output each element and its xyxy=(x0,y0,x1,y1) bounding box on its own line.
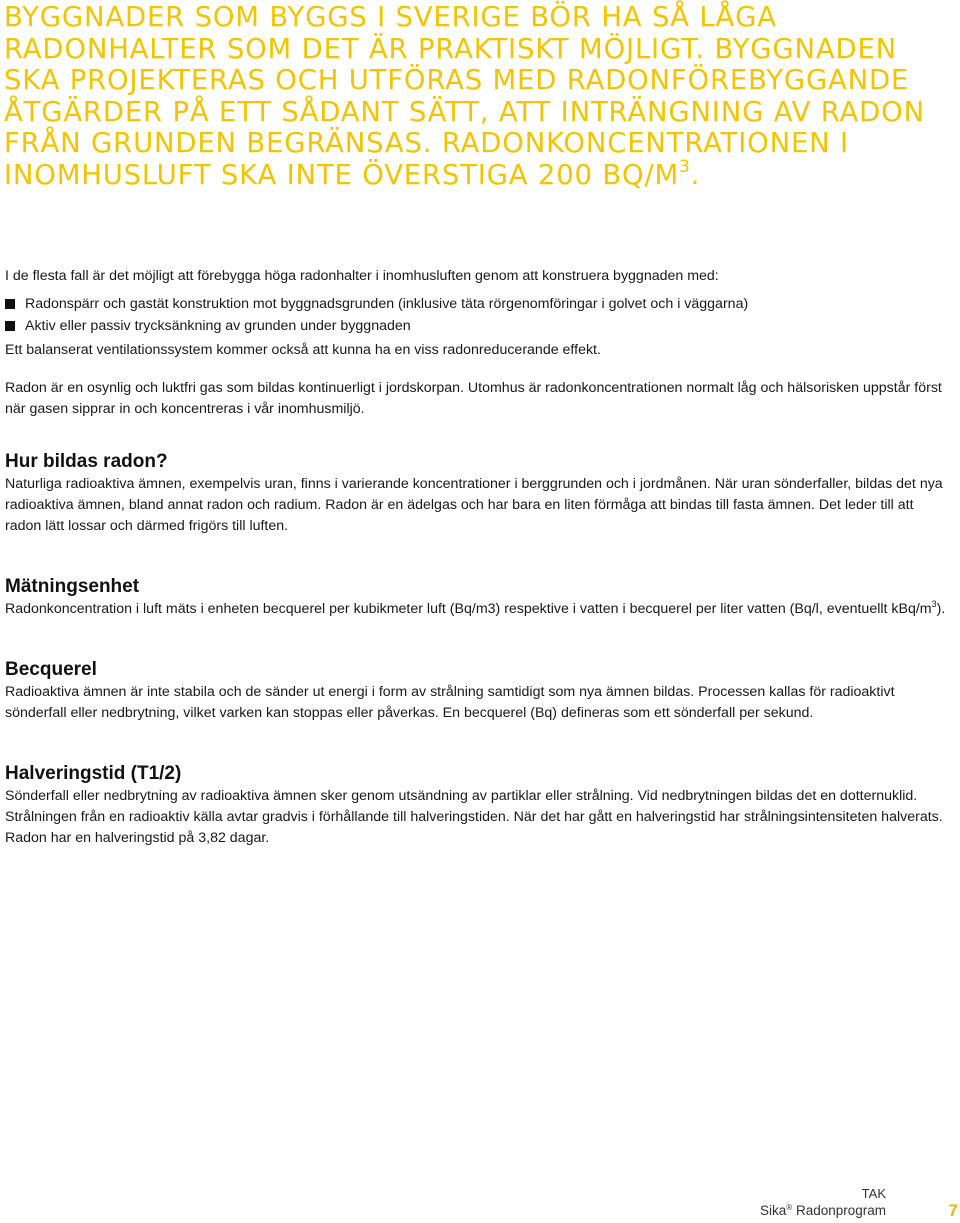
square-bullet-icon xyxy=(5,299,15,309)
list-item-text: Radonspärr och gastät konstruktion mot byggnadsgrunden (inklusive täta rörgenomföringar i golvet och i väggarna) xyxy=(25,296,749,312)
page-footer xyxy=(760,1186,886,1220)
section-text-halveringstid: Sönderfall eller nedbrytning av radioaktiva ämnen sker genom utsändning av partiklar eller strålning. Vid nedbrytningen bildas det en dotternuklid. Strålningen från en radioaktiv källa avtar gradvis i förhållande till halveringstiden. När det har gått en halveringstid har strålningsintensiteten halverats. Radon har en halveringstid på 3,82 dagar. xyxy=(5,788,943,846)
radon-info-paragraph: Radon är en osynlig och luktfri gas som bildas kontinuerligt i jordskorpan. Utomhus är radonkoncentrationen normalt låg och hälsorisken uppstår först när gasen sipprar in och koncentreras i vår inomhusmiljö. xyxy=(5,380,942,417)
matning-superscript: 3 xyxy=(931,599,937,609)
section-text-hur-bildas-radon: Naturliga radioaktiva ämnen, exempelvis uran, finns i varierande koncentrationer i berggrunden och i jordmånen. När uran sönderfaller, bildas det nya radioaktiva ämnen, bland annat radon och radium. Radon är en ädelgas och har bara en liten förmåga att bindas till fasta ämnen. Det leder till att radon lätt lossar och därmed frigörs till luften. xyxy=(5,476,943,534)
footer-section-tag: TAK xyxy=(861,1186,886,1201)
section-heading-halveringstid: Halveringstid (T1/2) xyxy=(5,763,182,784)
square-bullet-icon xyxy=(5,321,15,331)
footer-brand xyxy=(760,1202,886,1220)
matning-suffix: ). xyxy=(936,601,946,617)
section-text-becquerel: Radioaktiva ämnen är inte stabila och de sänder ut energi i form av strålning samtidigt som nya ämnen bildas. Processen kallas för radioaktivt sönderfall eller nedbrytning, vilket varken kan stoppas eller påverkas. En becquerel (Bq) defineras som ett sönderfall per sekund. xyxy=(5,684,895,721)
section-heading-becquerel: Becquerel xyxy=(5,659,97,680)
registered-mark: ® xyxy=(786,1203,793,1212)
headline-suffix: . xyxy=(690,158,701,191)
section-text-matningsenhet xyxy=(5,599,950,620)
program-name: Radonprogram xyxy=(792,1203,886,1218)
matning-text: Radonkoncentration i luft mäts i enheten becquerel per kubikmeter luft (Bq/m3) respektive i vatten i becquerel per liter vatten (Bq/l, eventuellt kBq/m xyxy=(5,601,932,617)
list-item xyxy=(5,293,950,315)
list-item-text: Aktiv eller passiv trycksänkning av grunden under byggnaden xyxy=(25,318,411,334)
section-heading-hur-bildas-radon: Hur bildas radon? xyxy=(5,451,168,472)
intro-paragraph: I de flesta fall är det möjligt att förebygga höga radonhalter i inomhusluften genom att konstruera byggnaden med: xyxy=(5,268,719,284)
list-item xyxy=(5,315,950,337)
measures-list xyxy=(5,293,950,337)
page-headline xyxy=(4,2,944,191)
section-heading-matningsenhet: Mätningsenhet xyxy=(5,576,140,597)
page-number: 7 xyxy=(948,1201,958,1220)
body-content xyxy=(5,266,950,849)
brand-name: Sika xyxy=(760,1203,787,1218)
headline-superscript: 3 xyxy=(679,156,691,177)
ventilation-paragraph: Ett balanserat ventilationssystem kommer också att kunna ha en viss radonreducerande effekt. xyxy=(5,342,601,358)
headline-text: BYGGNADER SOM BYGGS I SVERIGE BÖR HA SÅ LÅGA RADONHALTER SOM DET ÄR PRAKTISKT MÖJLIGT. BYGGNADEN SKA PROJEKTERAS OCH UTFÖRAS MED RADONFÖREBYGGANDE ÅTGÄRDER PÅ ETT SÅDANT SÄTT, ATT INTRÄNGNING AV RADON FRÅN GRUNDEN BEGRÄNSAS. RADONKONCENTRATIONEN I INOMHUSLUFT SKA INTE ÖVERSTIGA 200 BQ/M xyxy=(4,1,925,191)
